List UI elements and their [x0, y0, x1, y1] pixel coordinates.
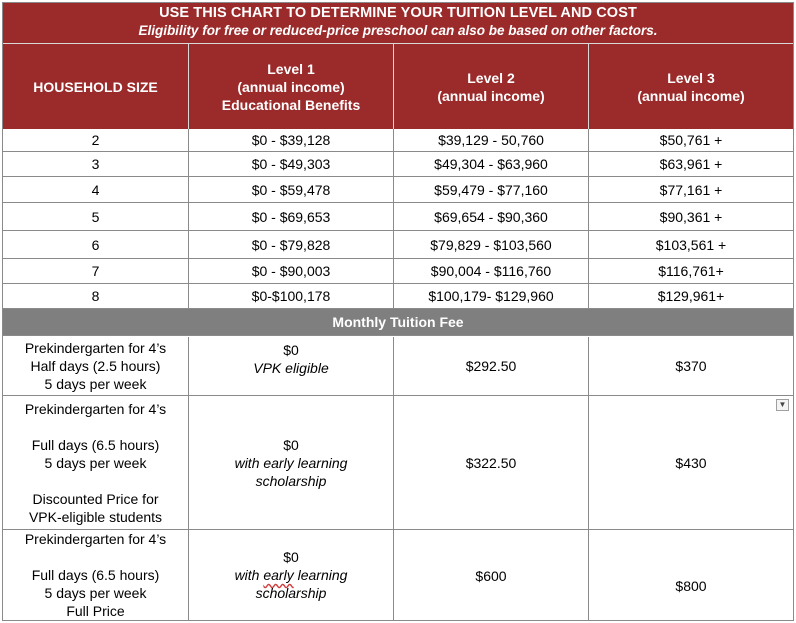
level-3-income-cell: $90,361 +	[589, 203, 793, 231]
header-level-1	[189, 44, 394, 129]
program-line: 5 days per week	[44, 376, 147, 392]
household-size-cell: 7	[3, 259, 189, 284]
level-3-fee-cell: $430	[589, 396, 793, 530]
level-1-fee-cell	[189, 396, 394, 530]
level-2-income-cell: $39,129 - 50,760	[394, 129, 589, 152]
program-line: Prekindergarten for 4’s	[24, 400, 167, 417]
level-1-income-cell: $0 - $59,478	[189, 177, 394, 203]
chart-subtitle: Eligibility for free or reduced-price preschool can also be based on other factors.	[138, 23, 658, 38]
level-1-income-cell: $0 - $90,003	[189, 259, 394, 284]
level-1-fee-amount: $0	[283, 436, 299, 453]
chart-title: USE THIS CHART TO DETERMINE YOUR TUITION LEVEL AND COST	[159, 5, 637, 21]
level-1-fee-amount: $0	[283, 549, 299, 565]
level-3-income-cell: $129,961+	[589, 284, 793, 309]
tuition-chart	[2, 2, 794, 621]
household-size-cell: 4	[3, 177, 189, 203]
level-1-fee-note: with early learning	[234, 454, 348, 471]
program-line: Half days (2.5 hours)	[30, 358, 161, 374]
program-description-cell	[3, 396, 189, 530]
note-text: with	[234, 567, 264, 583]
program-line: VPK-eligible students	[28, 508, 163, 525]
header-level-2-line: (annual income)	[437, 87, 545, 104]
level-1-fee-cell	[189, 337, 394, 396]
household-size-cell: 6	[3, 231, 189, 259]
program-line: Prekindergarten for 4’s	[24, 531, 167, 547]
program-description-cell	[3, 530, 189, 620]
level-1-income-cell: $0 - $69,653	[189, 203, 394, 231]
header-level-2-line: Level 2	[467, 69, 515, 86]
level-3-income-cell: $63,961 +	[589, 152, 793, 177]
level-1-fee-note: scholarship	[255, 472, 327, 489]
program-line: Full days (6.5 hours)	[31, 567, 160, 583]
level-3-income-cell: $116,761+	[589, 259, 793, 284]
level-1-fee-note	[235, 566, 348, 584]
header-level-2	[394, 44, 589, 129]
spellcheck-flagged-word: early	[263, 567, 294, 583]
level-2-income-cell: $69,654 - $90,360	[394, 203, 589, 231]
level-1-income-cell: $0 - $39,128	[189, 129, 394, 152]
level-2-fee-cell: $292.50	[394, 337, 589, 396]
level-2-income-cell: $79,829 - $103,560	[394, 231, 589, 259]
program-line: Full days (6.5 hours)	[31, 436, 160, 453]
header-level-3-line: Level 3	[667, 69, 715, 86]
level-2-income-cell: $59,479 - $77,160	[394, 177, 589, 203]
level-1-fee-amount: $0	[283, 342, 299, 358]
household-size-cell: 3	[3, 152, 189, 177]
level-2-fee-cell: $600	[394, 530, 589, 620]
household-size-cell: 5	[3, 203, 189, 231]
level-3-income-cell: $50,761 +	[589, 129, 793, 152]
level-1-fee-cell	[189, 530, 394, 620]
chart-banner	[3, 3, 793, 44]
level-1-income-cell: $0 - $79,828	[189, 231, 394, 259]
level-2-income-cell: $49,304 - $63,960	[394, 152, 589, 177]
program-line: Prekindergarten for 4’s	[24, 340, 167, 356]
level-1-fee-note: VPK eligible	[253, 360, 329, 376]
header-level-1-line: (annual income)	[237, 78, 345, 95]
monthly-tuition-section-header: Monthly Tuition Fee	[3, 309, 793, 336]
header-household-size: HOUSEHOLD SIZE	[3, 44, 189, 129]
level-3-fee-cell: $370	[589, 337, 793, 396]
level-3-income-cell: $103,561 +	[589, 231, 793, 259]
header-level-1-line: Educational Benefits	[221, 96, 361, 113]
level-2-fee-cell: $322.50	[394, 396, 589, 530]
level-3-income-cell: $77,161 +	[589, 177, 793, 203]
header-level-3	[589, 44, 793, 129]
program-line: 5 days per week	[44, 585, 147, 601]
dropdown-arrow-icon[interactable]: ▼	[776, 399, 789, 411]
note-text: learning	[293, 567, 348, 583]
program-description-cell	[3, 337, 189, 396]
level-2-income-cell: $100,179- $129,960	[394, 284, 589, 309]
level-1-income-cell: $0 - $49,303	[189, 152, 394, 177]
level-1-income-cell: $0-$100,178	[189, 284, 394, 309]
header-level-3-line: (annual income)	[637, 87, 745, 104]
program-line: Full Price	[66, 603, 125, 619]
level-2-income-cell: $90,004 - $116,760	[394, 259, 589, 284]
level-3-fee-cell: $800	[675, 578, 707, 594]
household-size-cell: 2	[3, 129, 189, 152]
level-1-fee-note: scholarship	[255, 585, 327, 601]
header-level-1-line: Level 1	[267, 60, 315, 77]
household-size-cell: 8	[3, 284, 189, 309]
program-line: Discounted Price for	[32, 490, 159, 507]
program-line: 5 days per week	[44, 454, 147, 471]
